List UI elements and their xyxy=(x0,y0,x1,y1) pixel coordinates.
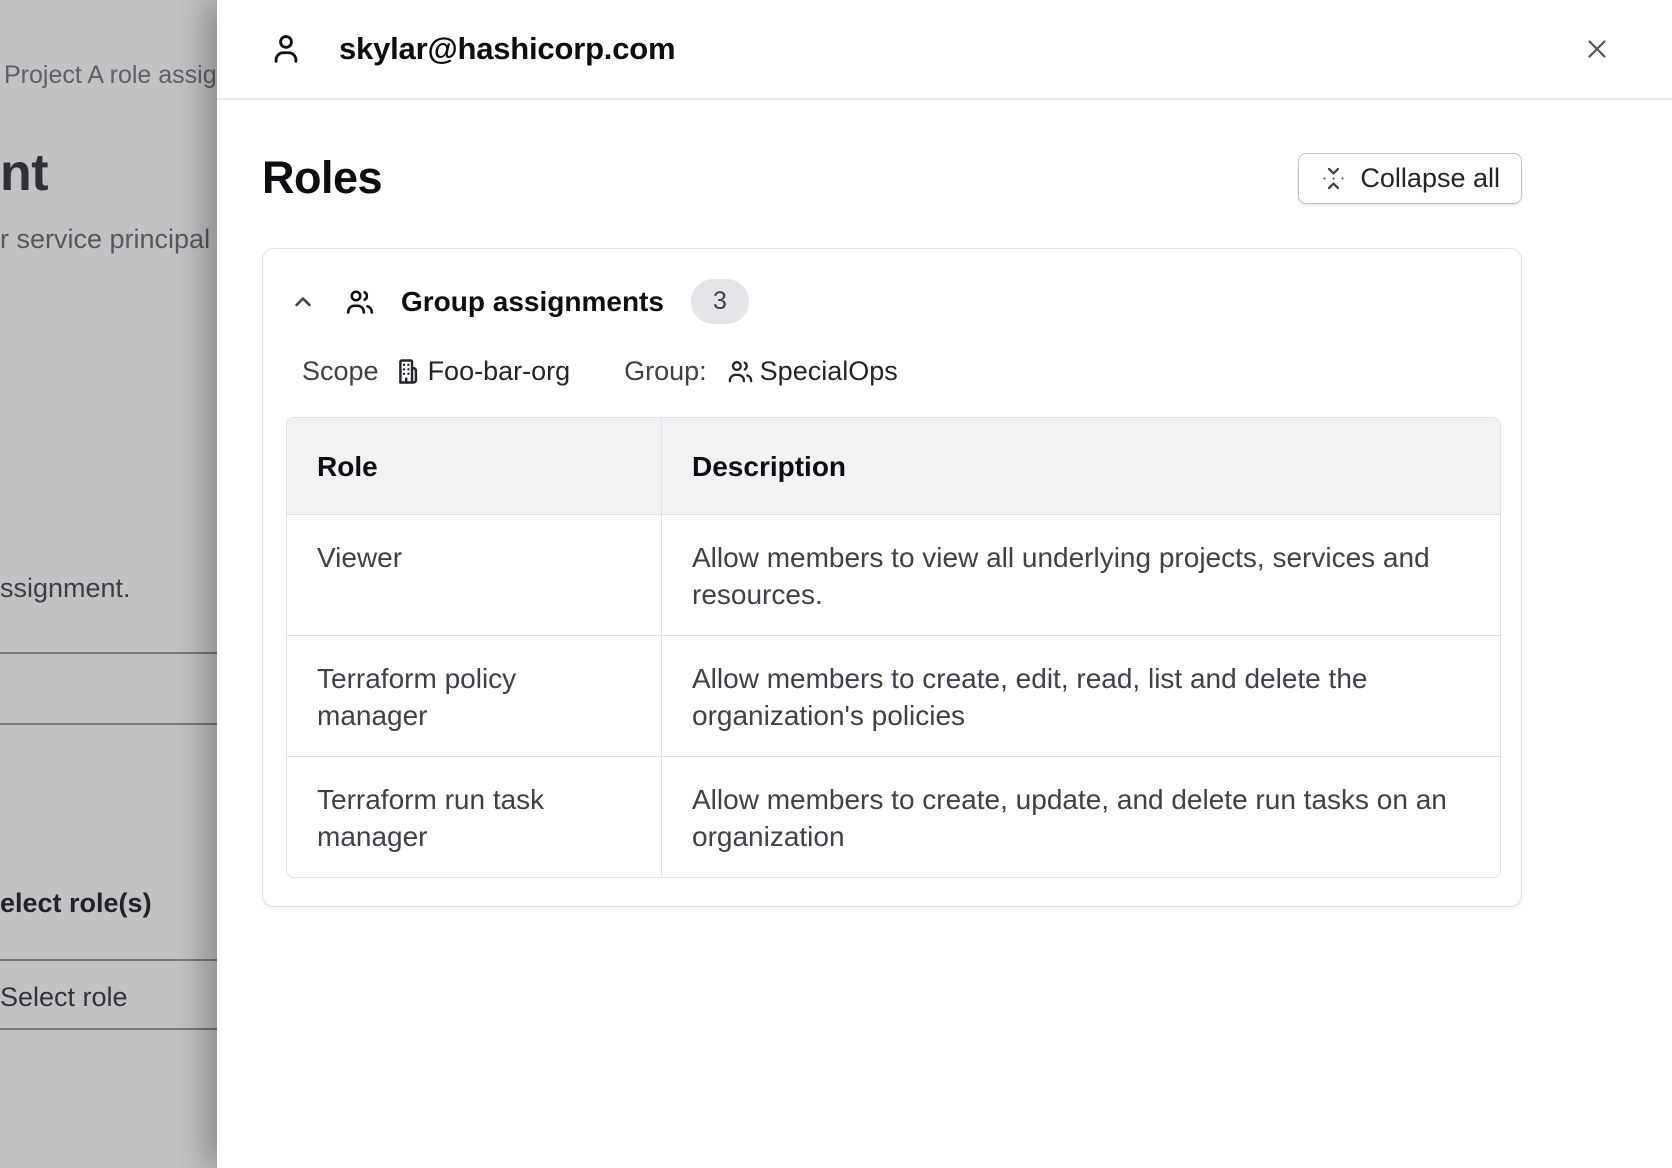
divider xyxy=(0,1028,217,1030)
divider xyxy=(0,959,217,961)
role-name: Terraform run task manager xyxy=(287,757,662,877)
role-description: Allow members to create, update, and delete run tasks on an organization xyxy=(692,784,1447,852)
group-assignments-title: Group assignments xyxy=(401,285,664,317)
organization-icon xyxy=(392,356,423,387)
scope-row xyxy=(302,356,1499,387)
user-icon xyxy=(268,31,304,67)
breadcrumb: Project A role assig xyxy=(4,61,217,89)
collapse-all-button[interactable] xyxy=(1298,153,1522,204)
helper-text: ssignment. xyxy=(0,573,131,603)
collapse-section-button[interactable] xyxy=(286,285,320,319)
drawer-body xyxy=(217,100,1672,907)
users-icon xyxy=(726,357,755,386)
group-assignments-card xyxy=(262,248,1522,907)
close-button[interactable] xyxy=(1575,27,1619,71)
page-title: nt xyxy=(0,144,49,202)
users-icon xyxy=(344,286,376,318)
dimmed-page-overlay xyxy=(0,0,217,1168)
collapse-all-label: Collapse all xyxy=(1360,162,1500,193)
roles-heading: Roles xyxy=(262,152,383,203)
table-header-row xyxy=(287,418,1500,514)
page-subtitle: r service principal xyxy=(0,224,211,254)
column-header-role: Role xyxy=(287,418,662,514)
drawer-title-email: skylar@hashicorp.com xyxy=(339,31,676,66)
table-row xyxy=(287,514,1500,635)
table-row xyxy=(287,635,1500,756)
role-description: Allow members to view all underlying projects, services and resources. xyxy=(692,542,1430,610)
drawer-header xyxy=(217,0,1672,100)
scope-value: Foo-bar-org xyxy=(427,356,571,386)
roles-table xyxy=(286,417,1501,878)
role-description: Allow members to create, edit, read, list and delete the organization's policies xyxy=(692,663,1368,731)
group-assignments-count-badge: 3 xyxy=(691,279,749,324)
collapse-icon xyxy=(1320,165,1347,192)
group-value: SpecialOps xyxy=(759,356,898,386)
table-row xyxy=(287,756,1500,877)
role-select-placeholder: Select role xyxy=(0,982,128,1012)
select-roles-label: elect role(s) xyxy=(0,888,152,918)
role-name: Viewer xyxy=(287,515,662,635)
column-header-description: Description xyxy=(692,451,847,482)
role-name: Terraform policy manager xyxy=(287,636,662,756)
close-icon xyxy=(1582,34,1612,64)
divider xyxy=(0,652,217,654)
scope-label: Scope xyxy=(302,356,379,386)
group-assignments-header[interactable] xyxy=(286,275,1499,324)
chevron-up-icon xyxy=(289,288,317,316)
divider xyxy=(0,723,217,725)
group-label: Group: xyxy=(624,356,707,386)
user-roles-drawer xyxy=(217,0,1672,1168)
